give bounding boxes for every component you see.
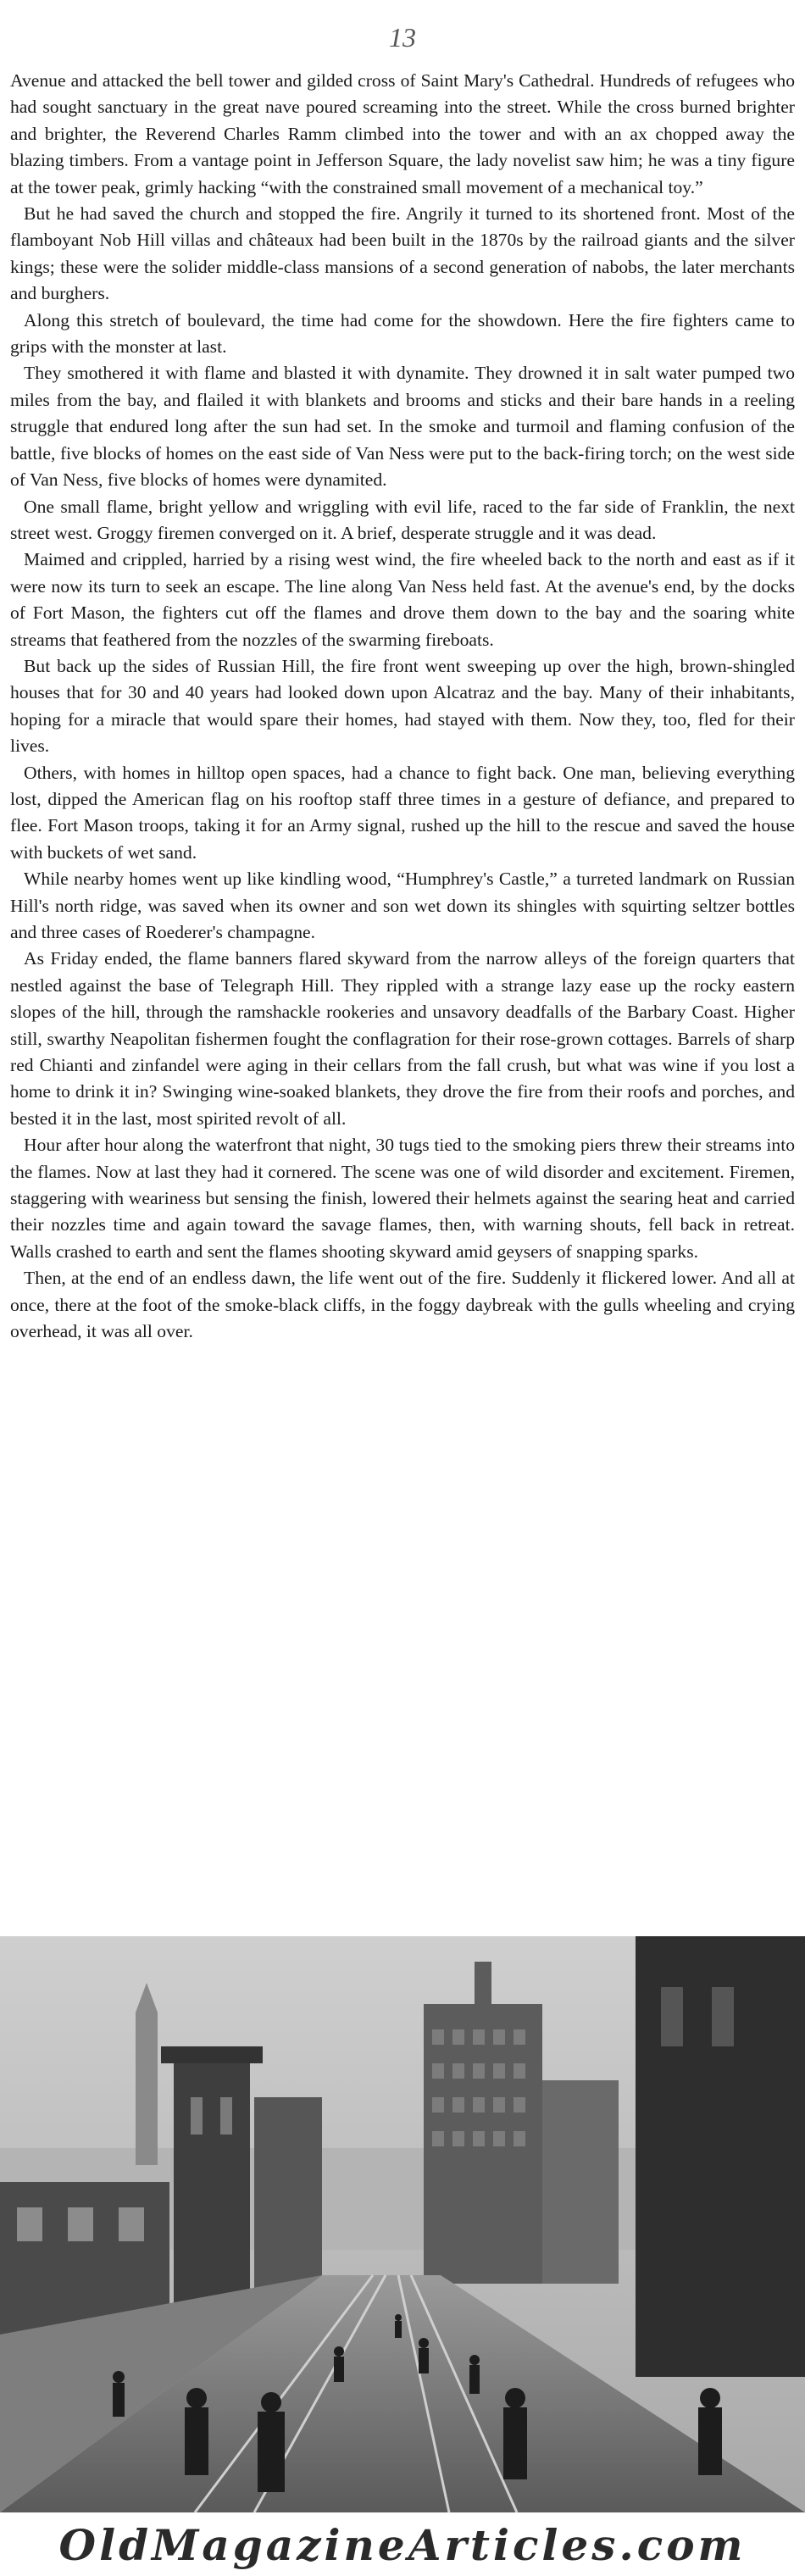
paragraph: But back up the sides of Russian Hill, the fire front went sweeping up over the high, brown-shingled houses that for 30 and 40 years had looked down upon Alcatraz and the bay. Many of their inhabitants, hoping for a miracle that would spare their homes, had stayed with them. Now they, too, fled for their lives. — [10, 655, 795, 757]
paragraph: But he had saved the church and stopped the fire. Angrily it turned to its shortened front. Most of the flamboyant Nob Hill villas and châteaux had been built in the 1870s by the railroad giants and the silver kings; these were the solider middle-class mansions of a second generation of nabobs, the later merchants and burghers. — [10, 203, 795, 304]
paragraph: Avenue and attacked the bell tower and gilded cross of Saint Mary's Cathedral. Hundreds of refugees who had sought sanctuary in the great nave poured screaming into the street. While the cross burned brighter and brighter, the Reverend Charles Ramm climbed into the tower and with an ax chopped away the blazing timbers. From a vantage point in Jefferson Square, the lady novelist saw him; he was a tiny figure at the tower peak, grimly hacking “with the constrained small movement of a mechanical toy.” — [10, 70, 795, 197]
paragraph: They smothered it with flame and blasted it with dynamite. They drowned it in salt water pumped two miles from the bay, and flailed it with blankets and brooms and sticks and their bare hands in a reeling struggle that endured long after the sun had set. In the smoke and turmoil and flaming confusion of the battle, five blocks of homes on the east side of Van Ness were put to the back-firing torch; on the west side of Van Ness, five blocks of homes were dynamited. — [10, 363, 795, 491]
paragraph: Along this stretch of boulevard, the time had come for the showdown. Here the fire fighters came to grips with the monster at last. — [10, 309, 795, 358]
paragraph: One small flame, bright yellow and wriggling with evil life, raced to the far side of Franklin, the next street west. Groggy firemen converged on it. A brief, desperate struggle and it was dead. — [10, 496, 795, 543]
paragraph: Hour after hour along the waterfront that night, 30 tugs tied to the smoking piers threw their streams into the flames. Now at last they had it cornered. The scene was one of wild disorder and excitement. Firemen, staggering with weariness but sensing the finish, lowered their helmets against the searing heat and carried their nozzles time and again toward the savage flames, then, with warning shouts, fell back in retreat. Walls crashed to earth and sent the flames shooting skyward amid geysers of snapping sparks. — [10, 1135, 795, 1262]
footer-banner — [0, 2515, 805, 2576]
paragraph: Maimed and crippled, harried by a rising west wind, the fire wheeled back to the north and east as if it were now its turn to seek an escape. The line along Van Ness held fast. At the avenue's end, by the docks of Fort Mason, the fighters cut off the flames and drove them down to the bay and the soaring white streams that feathered from the nozzles of the swarming fireboats. — [10, 549, 795, 650]
footer-watermark: OldMagazineArticles.com — [58, 2520, 747, 2570]
article-body — [10, 68, 795, 1346]
paragraph: Others, with homes in hilltop open spaces, had a chance to fight back. One man, believing everything lost, dipped the American flag on his rooftop staff three times in a gesture of defiance, and prepared to flee. Fort Mason troops, taking it for an Army signal, rushed up the hill to the rescue and saved the house with buckets of wet sand. — [10, 762, 795, 863]
paragraph: As Friday ended, the flame banners flared skyward from the narrow alleys of the foreign quarters that nestled against the base of Telegraph Hill. They rippled with a strange lazy ease up the rocky eastern slopes of the hill, through the ramshackle rookeries and unsavory deadfalls of the Barbary Coast. Higher still, swarthy Neapolitan fishermen fought the conflagration for their rose-grown cottages. Barrels of sharp red Chianti and zinfandel were aging in their cellars from the fall crush, but what was wine if you lost a home to drink it in? Swinging wine-soaked blankets, they drove the fire from their roofs and porches, and bested it in the last, most spirited revolt of all. — [10, 948, 795, 1129]
photo-illustration — [0, 1936, 805, 2512]
paragraph: Then, at the end of an endless dawn, the life went out of the fire. Suddenly it flickered lower. And all at once, there at the foot of the smoke-black cliffs, in the foggy daybreak with the gulls wheeling and crying overhead, it was all over. — [10, 1268, 795, 1342]
page-number: 13 — [389, 22, 416, 53]
paragraph: While nearby homes went up like kindling wood, “Humphrey's Castle,” a turreted landmark on Russian Hill's north ridge, was saved when its owner and son wet down its shingles with squirting seltzer bottles and three cases of Roederer's champagne. — [10, 869, 795, 942]
street-ruins-photograph — [0, 1936, 805, 2512]
